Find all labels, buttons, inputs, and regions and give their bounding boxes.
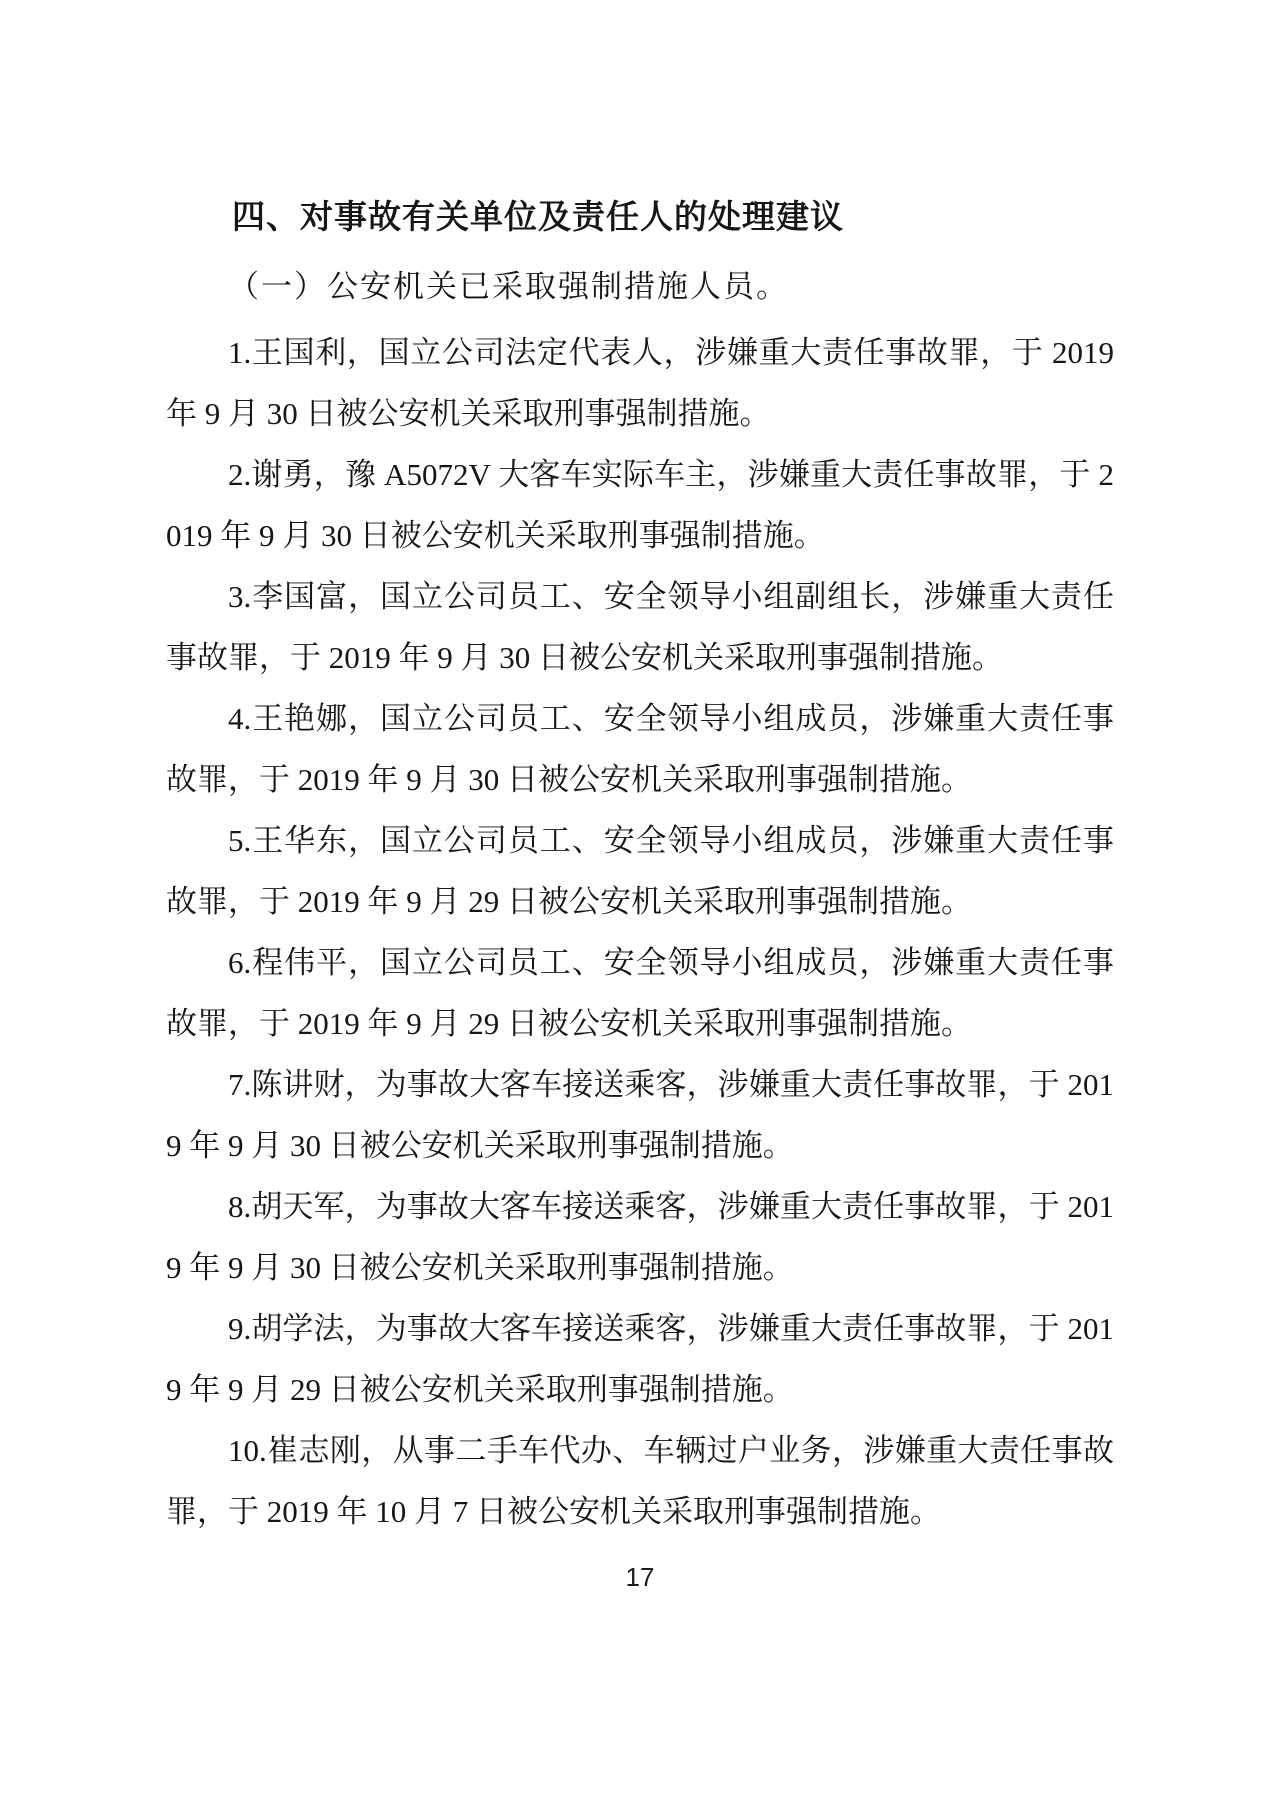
subsection-heading: （一）公安机关已采取强制措施人员。 xyxy=(228,269,789,304)
page-number: 17 xyxy=(625,1562,655,1592)
paragraph-item-2: 2.谢勇，豫 A5072V 大客车实际车主，涉嫌重大责任事故罪，于 2019 年 9 月 30 日被公安机关采取刑事强制措施。 xyxy=(166,457,1114,553)
paragraph-item-7: 7.陈讲财，为事故大客车接送乘客，涉嫌重大责任事故罪，于 2019 年 9 月 30 日被公安机关采取刑事强制措施。 xyxy=(166,1067,1114,1163)
paragraph-item-9: 9.胡学法，为事故大客车接送乘客，涉嫌重大责任事故罪，于 2019 年 9 月 29 日被公安机关采取刑事强制措施。 xyxy=(166,1311,1114,1407)
paragraph-item-3: 3.李国富，国立公司员工、安全领导小组副组长，涉嫌重大责任事故罪，于 2019 年 9 月 30 日被公安机关采取刑事强制措施。 xyxy=(166,579,1114,675)
paragraph-item-4: 4.王艳娜，国立公司员工、安全领导小组成员，涉嫌重大责任事故罪，于 2019 年 9 月 30 日被公安机关采取刑事强制措施。 xyxy=(166,701,1114,797)
section-heading: 四、对事故有关单位及责任人的处理建议 xyxy=(232,198,844,235)
paragraph-item-10: 10.崔志刚，从事二手车代办、车辆过户业务，涉嫌重大责任事故罪，于 2019 年 10 月 7 日被公安机关采取刑事强制措施。 xyxy=(166,1433,1114,1529)
document-body xyxy=(166,182,1114,1542)
paragraph-item-8: 8.胡天军，为事故大客车接送乘客，涉嫌重大责任事故罪，于 2019 年 9 月 30 日被公安机关采取刑事强制措施。 xyxy=(166,1189,1114,1285)
paragraph-item-5: 5.王华东，国立公司员工、安全领导小组成员，涉嫌重大责任事故罪，于 2019 年 9 月 29 日被公安机关采取刑事强制措施。 xyxy=(166,823,1114,919)
paragraph-item-6: 6.程伟平，国立公司员工、安全领导小组成员，涉嫌重大责任事故罪，于 2019 年 9 月 29 日被公安机关采取刑事强制措施。 xyxy=(166,945,1114,1041)
paragraph-item-1: 1.王国利，国立公司法定代表人，涉嫌重大责任事故罪，于 2019 年 9 月 30 日被公安机关采取刑事强制措施。 xyxy=(166,335,1114,431)
